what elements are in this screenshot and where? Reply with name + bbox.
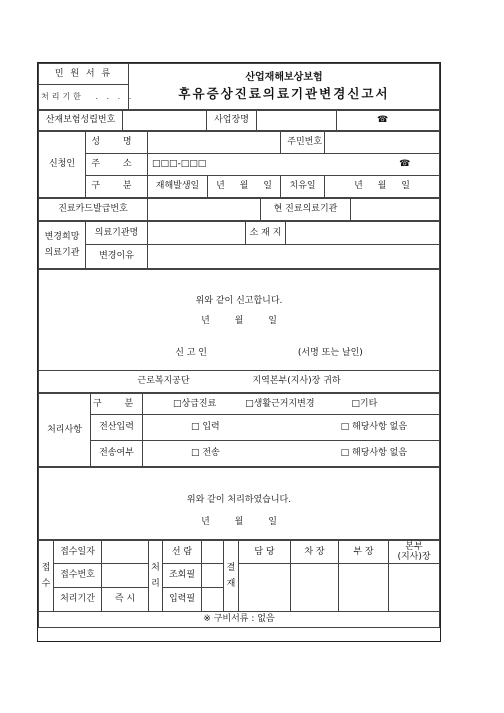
current-inst-label: 현 진료의료기관 xyxy=(261,199,351,221)
branch-head-1: 본부 xyxy=(405,541,423,552)
branch-head-header xyxy=(389,541,440,564)
proc-type-label: 구 분 xyxy=(91,394,143,415)
option-advanced-care[interactable]: □상급진료 xyxy=(173,398,217,409)
rrn-label: 주민번호 xyxy=(281,132,325,154)
type-label: 구 분 xyxy=(86,176,148,198)
staff-header: 담 당 xyxy=(239,541,291,564)
input-field[interactable] xyxy=(202,588,224,612)
applicant-section-label: 신청인 xyxy=(39,132,86,198)
biz-table xyxy=(38,110,440,131)
biz-phone-field[interactable] xyxy=(337,111,440,131)
period-label: 처리기간 xyxy=(54,588,102,612)
report-form xyxy=(37,62,441,642)
processed-text: 위와 같이 처리하였습니다. xyxy=(39,468,440,506)
card-no-field[interactable] xyxy=(148,199,261,221)
section-chief-sign[interactable] xyxy=(291,564,339,612)
biz-name-field[interactable] xyxy=(257,111,337,131)
title-top: 산업재해보상보험 xyxy=(245,71,323,83)
processing-section-label: 처리사항 xyxy=(39,394,91,467)
phone-icon: ☎ xyxy=(377,115,389,126)
approve-label-1: 결 xyxy=(226,562,236,573)
transfer-options xyxy=(143,441,440,467)
postal-code-boxes: □□□-□□□ xyxy=(152,159,207,170)
location-label: 소 재 지 xyxy=(246,222,286,245)
header-table xyxy=(38,63,440,110)
rrn-field[interactable] xyxy=(325,132,440,154)
processing-table xyxy=(38,393,440,467)
option-other[interactable]: □기타 xyxy=(351,398,378,409)
proc-label-2: 리 xyxy=(151,579,160,589)
entry-options xyxy=(143,415,440,441)
declaration-table xyxy=(38,269,440,393)
receipt-table xyxy=(38,540,440,628)
declaration-text: 위와 같이 신고합니다. xyxy=(39,270,440,307)
receipt-no-label: 접수번호 xyxy=(54,564,102,588)
view-label: 선 람 xyxy=(163,541,202,564)
staff-sign[interactable] xyxy=(239,564,291,612)
receipt-date-field[interactable] xyxy=(102,541,149,564)
check-field[interactable] xyxy=(202,564,224,588)
processed-date: 년 월 일 xyxy=(39,506,440,540)
view-field[interactable] xyxy=(202,541,224,564)
transfer-checkbox[interactable]: □ 전송 xyxy=(191,448,220,459)
deadline-label: 처리기한 xyxy=(41,92,84,102)
approve-section-label xyxy=(224,541,239,612)
entry-na-checkbox[interactable]: □ 해당사항 없음 xyxy=(340,422,408,433)
entry-label: 전산입력 xyxy=(91,415,143,441)
reporter-label: 신 고 인 xyxy=(175,348,207,359)
title-block xyxy=(129,64,440,110)
receipt-section-label xyxy=(39,541,54,612)
location-field[interactable] xyxy=(286,222,440,245)
recipient-branch: 지역본부(지사)장 귀하 xyxy=(252,376,341,387)
option-residence-change[interactable]: □생활근거지변경 xyxy=(245,398,315,409)
change-section-label-1: 변경희망 xyxy=(44,232,80,243)
check-label: 조회필 xyxy=(163,564,202,588)
proc-label-1: 처 xyxy=(151,562,160,573)
biz-reg-no-field[interactable] xyxy=(123,111,207,131)
receipt-label-2: 수 xyxy=(41,579,51,589)
deadline-value: . . . . xyxy=(95,92,135,102)
reporter-row xyxy=(39,337,440,371)
reason-label: 변경이유 xyxy=(86,245,148,269)
current-inst-field[interactable] xyxy=(351,199,440,221)
change-section-label-2: 의료기관 xyxy=(44,247,80,258)
cure-date-field[interactable]: 년 월 일 xyxy=(325,176,440,198)
reason-field[interactable] xyxy=(148,245,440,269)
card-no-label: 진료카드발급번호 xyxy=(39,199,148,221)
page-title: 후유증상진료의료기관변경신고서 xyxy=(178,86,390,102)
injury-date-field[interactable]: 년 월 일 xyxy=(208,176,281,198)
name-field[interactable] xyxy=(148,132,281,154)
address-label: 주 소 xyxy=(86,154,148,176)
doc-type: 민 원 서 류 xyxy=(39,64,129,85)
deadline-cell xyxy=(39,85,135,110)
injury-date-label: 재해발생일 xyxy=(148,176,208,198)
biz-name-label: 사업장명 xyxy=(207,111,257,131)
proc-type-options xyxy=(143,394,440,415)
input-label: 입력필 xyxy=(163,588,202,612)
recipient-org: 근로복지공단 xyxy=(137,376,190,387)
entry-checkbox[interactable]: □ 입력 xyxy=(191,422,220,433)
receipt-date-label: 접수일자 xyxy=(54,541,102,564)
biz-reg-no-label: 산재보험성립번호 xyxy=(39,111,123,131)
card-table xyxy=(38,198,440,221)
approve-label-2: 재 xyxy=(226,579,236,589)
cure-date-label: 치유일 xyxy=(281,176,325,198)
change-section-label xyxy=(39,222,86,269)
processed-table xyxy=(38,467,440,540)
dept-head-sign[interactable] xyxy=(339,564,389,612)
inst-name-field[interactable] xyxy=(148,222,246,245)
recipient-row xyxy=(39,371,440,393)
receipt-no-field[interactable] xyxy=(102,564,149,588)
dept-head-header: 부 장 xyxy=(339,541,389,564)
declaration-date: 년 월 일 xyxy=(39,307,440,337)
inst-name-label: 의료기관명 xyxy=(86,222,148,245)
proc-section-label xyxy=(149,541,163,612)
branch-head-sign[interactable] xyxy=(389,564,440,612)
branch-head-2: (지사)장 xyxy=(397,552,431,562)
address-field[interactable] xyxy=(148,154,440,176)
receipt-label-1: 접 xyxy=(41,562,51,573)
transfer-label: 전송여부 xyxy=(91,441,143,467)
section-chief-header: 차 장 xyxy=(291,541,339,564)
attachments-note: ※ 구비서류 : 없음 xyxy=(39,612,440,628)
applicant-table xyxy=(38,131,440,198)
period-value: 즉 시 xyxy=(102,588,149,612)
transfer-na-checkbox[interactable]: □ 해당사항 없음 xyxy=(340,448,408,459)
change-table xyxy=(38,221,440,269)
name-label: 성 명 xyxy=(86,132,148,154)
phone-icon: ☎ xyxy=(399,159,411,170)
sign-note: (서명 또는 날인) xyxy=(297,348,363,359)
